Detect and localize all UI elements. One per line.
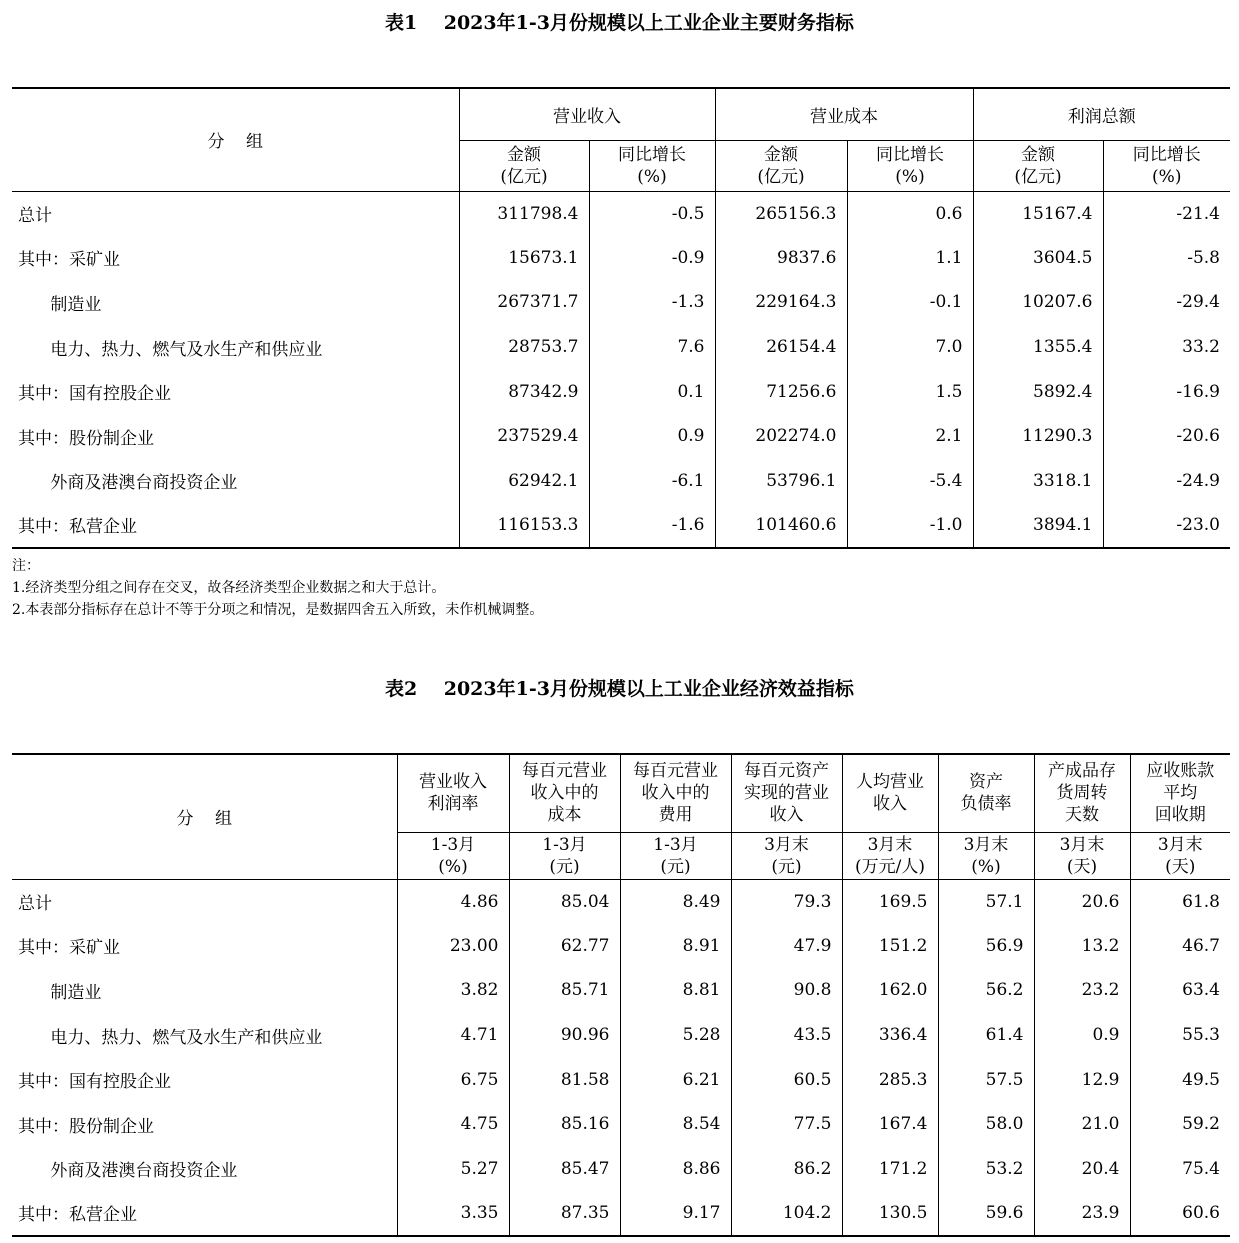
sub-header-cell [1034,832,1130,879]
data-cell: 90.8 [731,968,842,1013]
sub-header-line: 3月末 [1157,834,1203,855]
data-cell: 61.8 [1130,879,1230,924]
sub-header-line: (%) [438,856,468,877]
data-cell: 171.2 [842,1147,938,1192]
sub-header-cell [847,140,973,191]
row-label: 总计 [18,894,52,915]
data-cell: 1.1 [847,236,973,281]
col-header-line: 资产 [969,772,1003,793]
sub-header-cell [938,832,1034,879]
data-cell: 7.6 [589,325,715,370]
sub-header-cell [397,832,509,879]
note-line: 1.经济类型分组之间存在交叉，故各经济类型企业数据之和大于总计。 [12,580,446,596]
data-cell: 101460.6 [715,503,847,548]
data-cell: 85.71 [509,968,620,1013]
data-cell: -1.6 [589,503,715,548]
table2-title: 表2 2023年1-3月份规模以上工业企业经济效益指标 [385,678,854,700]
row-label: 电力、热力、燃气及水生产和供应业 [18,1027,323,1048]
data-cell: 7.0 [847,325,973,370]
sub-header-line: 3月末 [963,834,1009,855]
data-cell: -0.5 [589,191,715,236]
row-label: 制造业 [18,294,102,315]
data-cell: -29.4 [1103,280,1230,325]
row-label: 其中：股份制企业 [18,1116,154,1137]
efficiency-indicators-table [12,753,1230,1237]
sub-header-line: (天) [1066,856,1098,877]
sub-header-cell [1130,832,1230,879]
row-label: 其中：股份制企业 [18,428,154,449]
sub-header-cell [589,140,715,191]
data-cell: 8.54 [620,1102,731,1147]
col-header-cell [1034,754,1130,832]
data-cell: 237529.4 [459,414,589,459]
col-group-profit: 利润总额 [973,88,1230,140]
data-cell: 151.2 [842,924,938,969]
sub-header-line: (元) [549,856,580,877]
sub-header-line: 同比增长 [618,144,686,165]
col-header-line: 收入 [873,794,907,815]
col-header-line: 每百元资产 [744,761,829,782]
data-cell: 23.2 [1034,968,1130,1013]
data-cell: 229164.3 [715,280,847,325]
data-cell: 86.2 [731,1147,842,1192]
col-header-line: 实现的营业 [744,783,829,804]
data-cell: 62942.1 [459,459,589,504]
data-cell: -16.9 [1103,369,1230,414]
col-header-line: 天数 [1065,805,1099,826]
sub-header-line: (亿元) [757,166,805,187]
data-cell: 130.5 [842,1191,938,1236]
col-header-cell [938,754,1034,832]
group-header: 分 组 [12,88,459,191]
sub-header-line: 金额 [764,144,798,165]
table-row [12,968,1230,1013]
sub-header-cell [715,140,847,191]
col-header-line: 费用 [658,805,693,826]
col-header-line: 平均 [1163,783,1198,804]
sub-header-line: (亿元) [500,166,548,187]
table-row [12,879,1230,924]
col-header-cell [1130,754,1230,832]
sub-header-line: 金额 [507,144,541,165]
sub-header-cell [973,140,1103,191]
data-cell: 202274.0 [715,414,847,459]
row-label: 制造业 [18,982,102,1003]
data-cell: 1.5 [847,369,973,414]
data-cell: 53796.1 [715,459,847,504]
data-cell: 11290.3 [973,414,1103,459]
data-cell: 285.3 [842,1057,938,1102]
note-line: 2.本表部分指标存在总计不等于分项之和情况，是数据四舍五入所致，未作机械调整。 [12,602,544,618]
sub-header-line: (亿元) [1014,166,1062,187]
sub-header-cell [731,832,842,879]
col-header-line: 收入 [769,805,804,826]
data-cell: 169.5 [842,879,938,924]
data-cell: 20.6 [1034,879,1130,924]
data-cell: 0.9 [589,414,715,459]
data-cell: 60.5 [731,1057,842,1102]
sub-header-line: (万元/人) [855,856,925,877]
col-header-line: 收入中的 [530,783,599,804]
data-cell: 47.9 [731,924,842,969]
data-cell: 12.9 [1034,1057,1130,1102]
sub-header-line: 1-3月 [430,834,476,855]
data-cell: 9837.6 [715,236,847,281]
row-label: 外商及港澳台商投资企业 [18,1161,238,1182]
sub-header-line: 金额 [1021,144,1055,165]
data-cell: 162.0 [842,968,938,1013]
data-cell: 5.27 [397,1147,509,1192]
sub-header-line: 1-3月 [653,834,698,855]
data-cell: 49.5 [1130,1057,1230,1102]
table-row [12,459,1230,504]
data-cell: 336.4 [842,1013,938,1058]
data-cell: 79.3 [731,879,842,924]
sub-header-cell [1103,140,1230,191]
row-label: 其中：采矿业 [18,938,120,959]
sub-header-cell [459,140,589,191]
sub-header-line: (%) [971,856,1001,877]
data-cell: 56.2 [938,968,1034,1013]
col-header-cell [397,754,509,832]
col-header-line: 应收账款 [1146,761,1215,782]
row-label: 总计 [18,206,52,227]
data-cell: 62.77 [509,924,620,969]
col-header-line: 货周转 [1056,783,1108,804]
data-cell: -1.0 [847,503,973,548]
data-cell: 87342.9 [459,369,589,414]
data-cell: 9.17 [620,1191,731,1236]
data-cell: 77.5 [731,1102,842,1147]
data-cell: 5.28 [620,1013,731,1058]
data-cell: 85.47 [509,1147,620,1192]
data-cell: -21.4 [1103,191,1230,236]
table1-notes [12,555,543,621]
col-header-cell [842,754,938,832]
col-header-line: 产成品存 [1048,761,1116,782]
data-cell: 116153.3 [459,503,589,548]
data-cell: 0.6 [847,191,973,236]
data-cell: 21.0 [1034,1102,1130,1147]
row-label: 其中：国有控股企业 [18,384,171,405]
group-header: 分 组 [12,754,397,879]
sub-header-line: (元) [771,856,802,877]
col-group-cost: 营业成本 [715,88,973,140]
data-cell: 33.2 [1103,325,1230,370]
data-cell: 5892.4 [973,369,1103,414]
data-cell: 15673.1 [459,236,589,281]
col-header-line: 人均营业 [856,772,924,793]
data-cell: 8.81 [620,968,731,1013]
table1-title: 表1 2023年1-3月份规模以上工业企业主要财务指标 [385,12,854,34]
data-cell: 85.16 [509,1102,620,1147]
table-row [12,1013,1230,1058]
sub-header-line: (%) [1152,166,1182,187]
data-cell: -23.0 [1103,503,1230,548]
data-cell: 0.9 [1034,1013,1130,1058]
data-cell: 71256.6 [715,369,847,414]
sub-header-cell [509,832,620,879]
table-row [12,1102,1230,1147]
data-cell: 57.5 [938,1057,1034,1102]
data-cell: -1.3 [589,280,715,325]
data-cell: 2.1 [847,414,973,459]
data-cell: 57.1 [938,879,1034,924]
data-cell: 43.5 [731,1013,842,1058]
sub-header-line: 1-3月 [542,834,587,855]
data-cell: 15167.4 [973,191,1103,236]
data-cell: -5.4 [847,459,973,504]
data-cell: -5.8 [1103,236,1230,281]
col-group-revenue: 营业收入 [459,88,715,140]
data-cell: 75.4 [1130,1147,1230,1192]
table-row [12,369,1230,414]
col-header-cell [509,754,620,832]
data-cell: 23.00 [397,924,509,969]
row-label: 其中：私营企业 [18,1205,137,1226]
table-row [12,1191,1230,1236]
data-cell: 3604.5 [973,236,1103,281]
note-heading: 注： [12,558,40,574]
data-cell: 81.58 [509,1057,620,1102]
sub-header-cell [842,832,938,879]
sub-header-line: 3月末 [867,834,913,855]
data-cell: 13.2 [1034,924,1130,969]
row-label: 其中：采矿业 [18,250,120,271]
table-row [12,924,1230,969]
data-cell: 23.9 [1034,1191,1130,1236]
data-cell: 3894.1 [973,503,1103,548]
data-cell: 3.82 [397,968,509,1013]
row-label: 外商及港澳台商投资企业 [18,473,238,494]
table-row [12,414,1230,459]
data-cell: 58.0 [938,1102,1034,1147]
data-cell: 3318.1 [973,459,1103,504]
col-header-cell [731,754,842,832]
data-cell: 55.3 [1130,1013,1230,1058]
sub-header-line: (元) [660,856,691,877]
data-cell: 4.86 [397,879,509,924]
data-cell: 8.86 [620,1147,731,1192]
data-cell: -0.9 [589,236,715,281]
data-cell: 311798.4 [459,191,589,236]
data-cell: 90.96 [509,1013,620,1058]
col-header-line: 收入中的 [641,783,710,804]
data-cell: 28753.7 [459,325,589,370]
col-header-cell [620,754,731,832]
row-label: 其中：国有控股企业 [18,1072,171,1093]
data-cell: 8.49 [620,879,731,924]
data-cell: 59.6 [938,1191,1034,1236]
col-header-line: 利润率 [427,794,479,815]
data-cell: 26154.4 [715,325,847,370]
data-cell: 53.2 [938,1147,1034,1192]
data-cell: -6.1 [589,459,715,504]
data-cell: 4.75 [397,1102,509,1147]
sub-header-line: (%) [895,166,925,187]
data-cell: 85.04 [509,879,620,924]
data-cell: 1355.4 [973,325,1103,370]
sub-header-line: 同比增长 [1132,144,1201,165]
table-row [12,325,1230,370]
data-cell: 6.21 [620,1057,731,1102]
data-cell: 63.4 [1130,968,1230,1013]
data-cell: 59.2 [1130,1102,1230,1147]
row-label: 其中：私营企业 [18,517,137,538]
col-header-line: 负债率 [960,794,1012,815]
data-cell: 3.35 [397,1191,509,1236]
data-cell: 87.35 [509,1191,620,1236]
data-cell: 4.71 [397,1013,509,1058]
col-header-line: 成本 [547,805,582,826]
sub-header-line: 同比增长 [876,144,944,165]
sub-header-line: (%) [637,166,667,187]
data-cell: 46.7 [1130,924,1230,969]
data-cell: 167.4 [842,1102,938,1147]
data-cell: 267371.7 [459,280,589,325]
data-cell: 61.4 [938,1013,1034,1058]
table-row [12,280,1230,325]
row-label: 电力、热力、燃气及水生产和供应业 [18,339,323,360]
table-row [12,1147,1230,1192]
data-cell: 20.4 [1034,1147,1130,1192]
data-cell: -0.1 [847,280,973,325]
sub-header-cell [620,832,731,879]
sub-header-line: (天) [1165,856,1196,877]
table-row [12,503,1230,548]
data-cell: -24.9 [1103,459,1230,504]
col-header-line: 每百元营业 [522,761,607,782]
data-cell: 56.9 [938,924,1034,969]
col-header-line: 回收期 [1154,805,1206,826]
data-cell: 60.6 [1130,1191,1230,1236]
data-cell: 265156.3 [715,191,847,236]
data-cell: 10207.6 [973,280,1103,325]
table-row [12,191,1230,236]
col-header-line: 营业收入 [419,772,487,793]
financial-indicators-table [12,87,1230,549]
data-cell: 8.91 [620,924,731,969]
sub-header-line: 3月末 [764,834,809,855]
sub-header-line: 3月末 [1059,834,1105,855]
data-cell: -20.6 [1103,414,1230,459]
table-row [12,236,1230,281]
data-cell: 0.1 [589,369,715,414]
table-row [12,1057,1230,1102]
data-cell: 104.2 [731,1191,842,1236]
col-header-line: 每百元营业 [633,761,718,782]
data-cell: 6.75 [397,1057,509,1102]
